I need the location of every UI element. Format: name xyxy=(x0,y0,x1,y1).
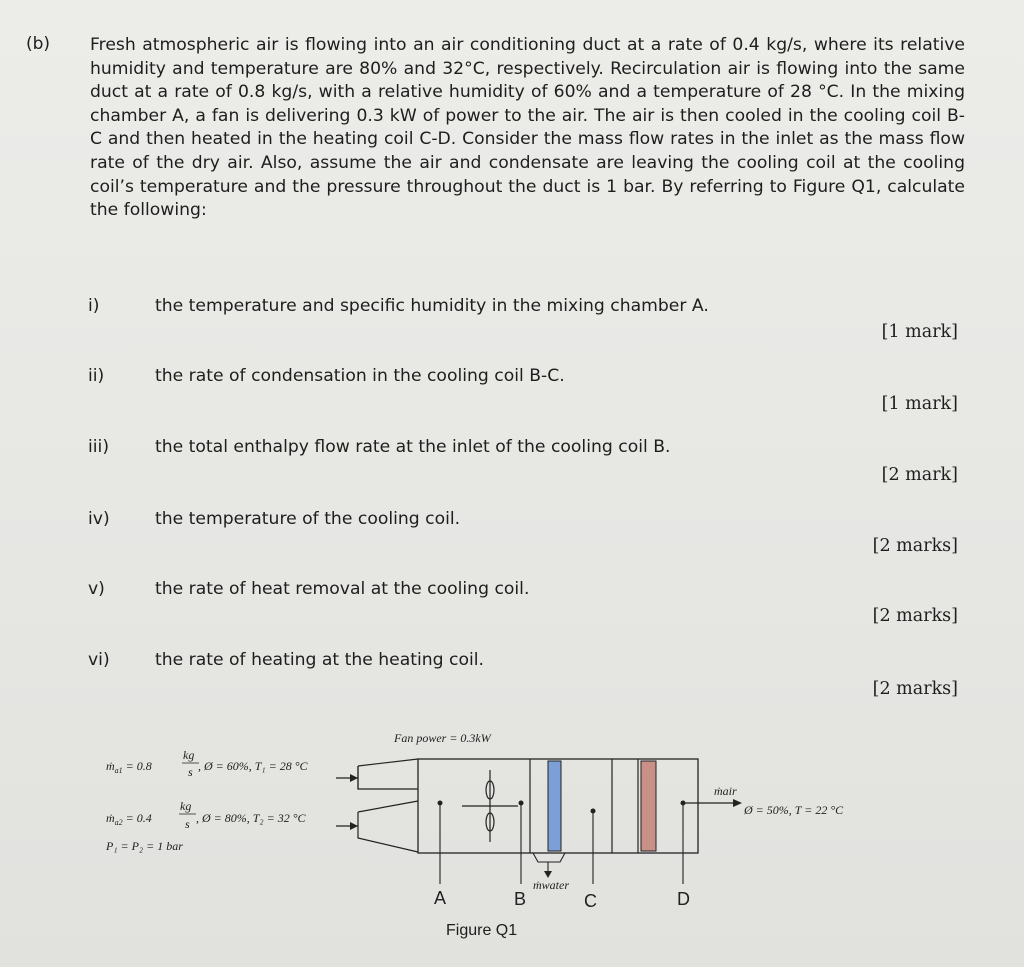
question-number: ii) xyxy=(88,366,105,386)
inlet2-arrow-head xyxy=(350,822,358,830)
inlet1-unit-den: s xyxy=(188,765,193,779)
inlet1-conditions: , Ø = 60%, T₁ = 28 °C xyxy=(198,759,308,773)
question-mark: [1 mark] xyxy=(881,394,958,414)
inlet-ducts xyxy=(336,759,418,852)
inlet2-duct-lower xyxy=(358,812,418,852)
question-mark: [2 mark] xyxy=(881,465,958,485)
condensate-drain xyxy=(533,853,565,874)
outlet-mdot-label: ṁair xyxy=(714,784,737,798)
point-c-label: C xyxy=(584,891,597,911)
cooling-coil xyxy=(548,761,561,851)
question-mark: [2 marks] xyxy=(872,606,958,626)
outlet-conditions: Ø = 50%, T = 22 °C xyxy=(744,803,844,817)
inlet1-sub: a1 xyxy=(114,766,123,775)
heating-coil xyxy=(641,761,656,851)
inlet2-conditions: , Ø = 80%, T₂ = 32 °C xyxy=(196,811,306,825)
question-number: iii) xyxy=(88,437,110,457)
question-text: the total enthalpy flow rate at the inlet of the cooling coil B. xyxy=(155,437,671,457)
water-mdot-label: ṁwater xyxy=(533,878,569,892)
fan-icon xyxy=(462,770,518,842)
inlet2-duct-upper xyxy=(358,801,418,812)
question-text: the temperature and specific humidity in the mixing chamber A. xyxy=(155,296,709,316)
inlet2-value: = 0.4 xyxy=(125,811,152,825)
inlet1-arrow-head xyxy=(350,774,358,782)
partitions xyxy=(530,759,638,853)
inlet1-label xyxy=(106,759,152,775)
fan-power-label: Fan power = 0.3kW xyxy=(394,731,491,745)
question-text: the rate of condensation in the cooling coil B-C. xyxy=(155,366,565,386)
question-mark: [2 marks] xyxy=(872,679,958,699)
inlet2-unit-num: kg xyxy=(180,799,192,813)
inlet1-unit-num: kg xyxy=(183,748,195,762)
inlet1-duct-lower xyxy=(358,766,418,789)
point-b-label: B xyxy=(514,889,527,909)
problem-statement: Fresh atmospheric air is flowing into an air conditioning duct at a rate of 0.4 kg/s, where its relative humidity and temperature are 80% and 32°C, respectively. Recirculation air is flowing into the same duct at a rate of 0.8 kg/s, with a relative humidity of 60% and a temperature of 28 °C. In the mixing chamber A, a fan is delivering 0.3 kW of power to the air. The air is then cooled in the cooling coil B-C and then heated in the heating coil C-D. Consider the mass flow rates in the inlet as the mass flow rate of the dry air. Also, assume the air and condensate are leaving the cooling coil at the cooling coil’s temperature and the pressure throughout the duct is 1 bar. By referring to Figure Q1, calculate the following: xyxy=(90,35,965,221)
point-a-label: A xyxy=(434,888,447,908)
inlet2-mdot: ṁ xyxy=(106,811,115,825)
part-label: (b) xyxy=(26,34,51,54)
inlet1-mdot: ṁ xyxy=(106,759,115,773)
question-number: v) xyxy=(88,579,105,599)
question-mark: [1 mark] xyxy=(881,322,958,342)
question-text: the rate of heat removal at the cooling coil. xyxy=(155,579,530,599)
question-text: the temperature of the cooling coil. xyxy=(155,509,461,529)
inlet1-value: = 0.8 xyxy=(125,759,152,773)
question-text: the rate of heating at the heating coil. xyxy=(155,650,485,670)
question-number: i) xyxy=(88,296,100,316)
inlet2-label xyxy=(106,811,152,827)
drain-arrow-head xyxy=(544,871,552,878)
question-mark: [2 marks] xyxy=(872,536,958,556)
question-number: vi) xyxy=(88,650,110,670)
pressure-label: P₁ = P₂ = 1 bar xyxy=(106,839,183,853)
inlet1-duct-upper xyxy=(358,759,418,766)
question-number: iv) xyxy=(88,509,110,529)
point-d-label: D xyxy=(677,889,690,909)
outlet-arrow-head xyxy=(733,799,742,807)
figure-caption: Figure Q1 xyxy=(446,922,518,939)
inlet2-sub: a2 xyxy=(114,818,123,827)
inlet2-unit-den: s xyxy=(185,817,190,831)
